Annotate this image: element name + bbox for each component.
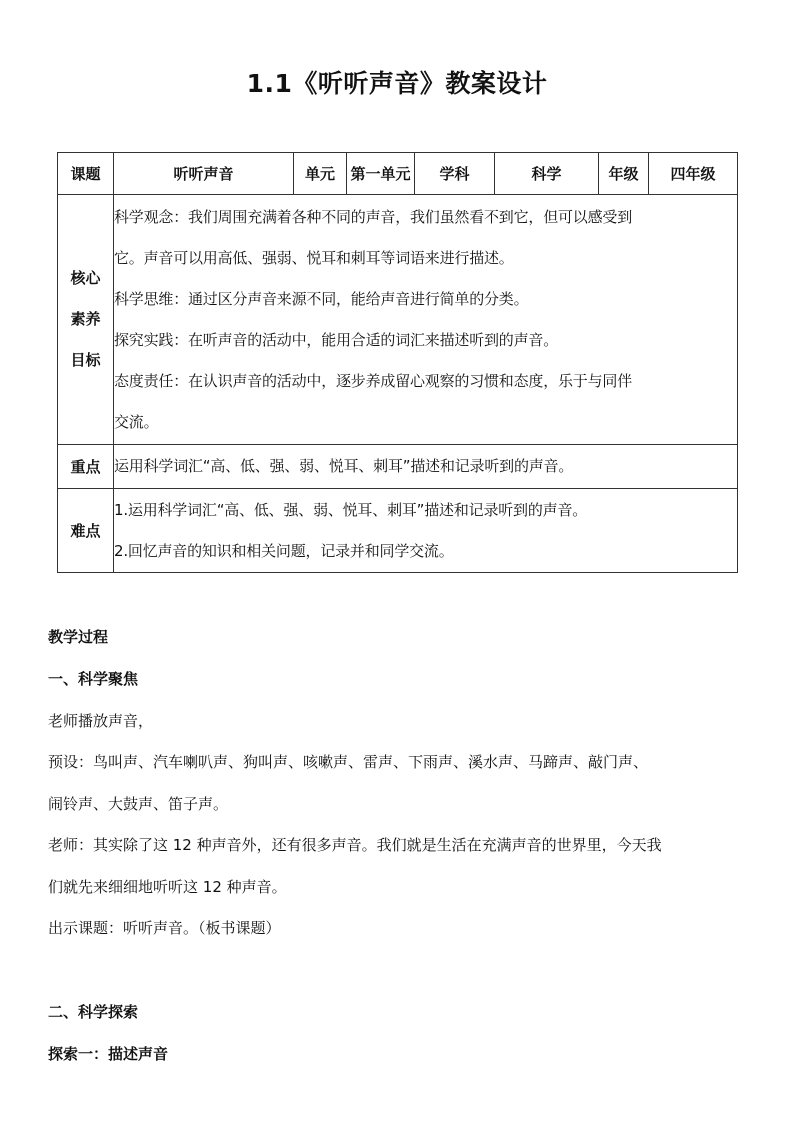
core-goals-label-line: 素养 [70,310,101,328]
unit-label: 单元 [294,153,347,195]
key-point-text: 运用科学词汇“高、低、强、弱、悦耳、刺耳”描述和记录听到的声音。 [114,445,738,489]
info-row [58,153,738,195]
section-1-line: 老师：其实除了这 12 种声音外，还有很多声音。我们就是生活在充满声音的世界里，今天我 [48,836,662,854]
exploration-1-heading: 探索一：描述声音 [48,1045,169,1063]
section-1-line: 预设：鸟叫声、汽车喇叭声、狗叫声、咳嗽声、雷声、下雨声、溪水声、马蹄声、敲门声、 [48,753,649,771]
grade-value: 四年级 [649,153,738,195]
section-1-line: 出示课题：听听声音。（板书课题） [48,919,281,937]
section-1-line: 闹铃声、大鼓声、笛子声。 [48,795,229,813]
key-point-label: 重点 [58,445,114,489]
process-heading: 教学过程 [48,628,109,646]
key-point-row [58,445,738,489]
goal-line: 交流。 [114,412,159,431]
difficulty-line: 1.运用科学词汇“高、低、强、弱、悦耳、刺耳”描述和记录听到的声音。 [114,500,588,519]
core-goals-label-line: 核心 [70,269,101,287]
section-2-heading: 二、科学探索 [48,1003,139,1021]
section-1-line: 老师播放声音， [48,712,154,730]
core-goals-row [58,195,738,445]
goal-line: 探究实践：在听声音的活动中，能用合适的词汇来描述听到的声音。 [114,330,559,349]
page-title: 1.1《听听声音》教案设计 [246,69,548,98]
section-1-line: 们就先来细细地听听这 12 种声音。 [48,878,287,896]
unit-value: 第一单元 [347,153,415,195]
section-1-heading: 一、科学聚焦 [48,670,139,688]
lesson-info-table [57,152,738,573]
core-goals-label-line: 目标 [70,351,101,369]
goal-line: 科学观念：我们周围充满着各种不同的声音，我们虽然看不到它，但可以感受到 [114,207,633,226]
difficulty-line: 2.回忆声音的知识和相关问题，记录并和同学交流。 [114,541,454,560]
subject-label: 学科 [415,153,495,195]
goal-line: 它。声音可以用高低、强弱、悦耳和刺耳等词语来进行描述。 [114,248,514,267]
topic-label: 课题 [58,153,114,195]
subject-value: 科学 [495,153,599,195]
difficulty-row [58,489,738,573]
goal-line: 科学思维：通过区分声音来源不同，能给声音进行简单的分类。 [114,289,529,308]
goal-line: 态度责任：在认识声音的活动中，逐步养成留心观察的习惯和态度，乐于与同伴 [114,371,633,390]
difficulty-content [114,489,738,573]
grade-label: 年级 [599,153,649,195]
core-goals-label [58,195,114,445]
topic-value: 听听声音 [114,153,294,195]
difficulty-label: 难点 [58,489,114,573]
core-goals-content [114,195,738,445]
